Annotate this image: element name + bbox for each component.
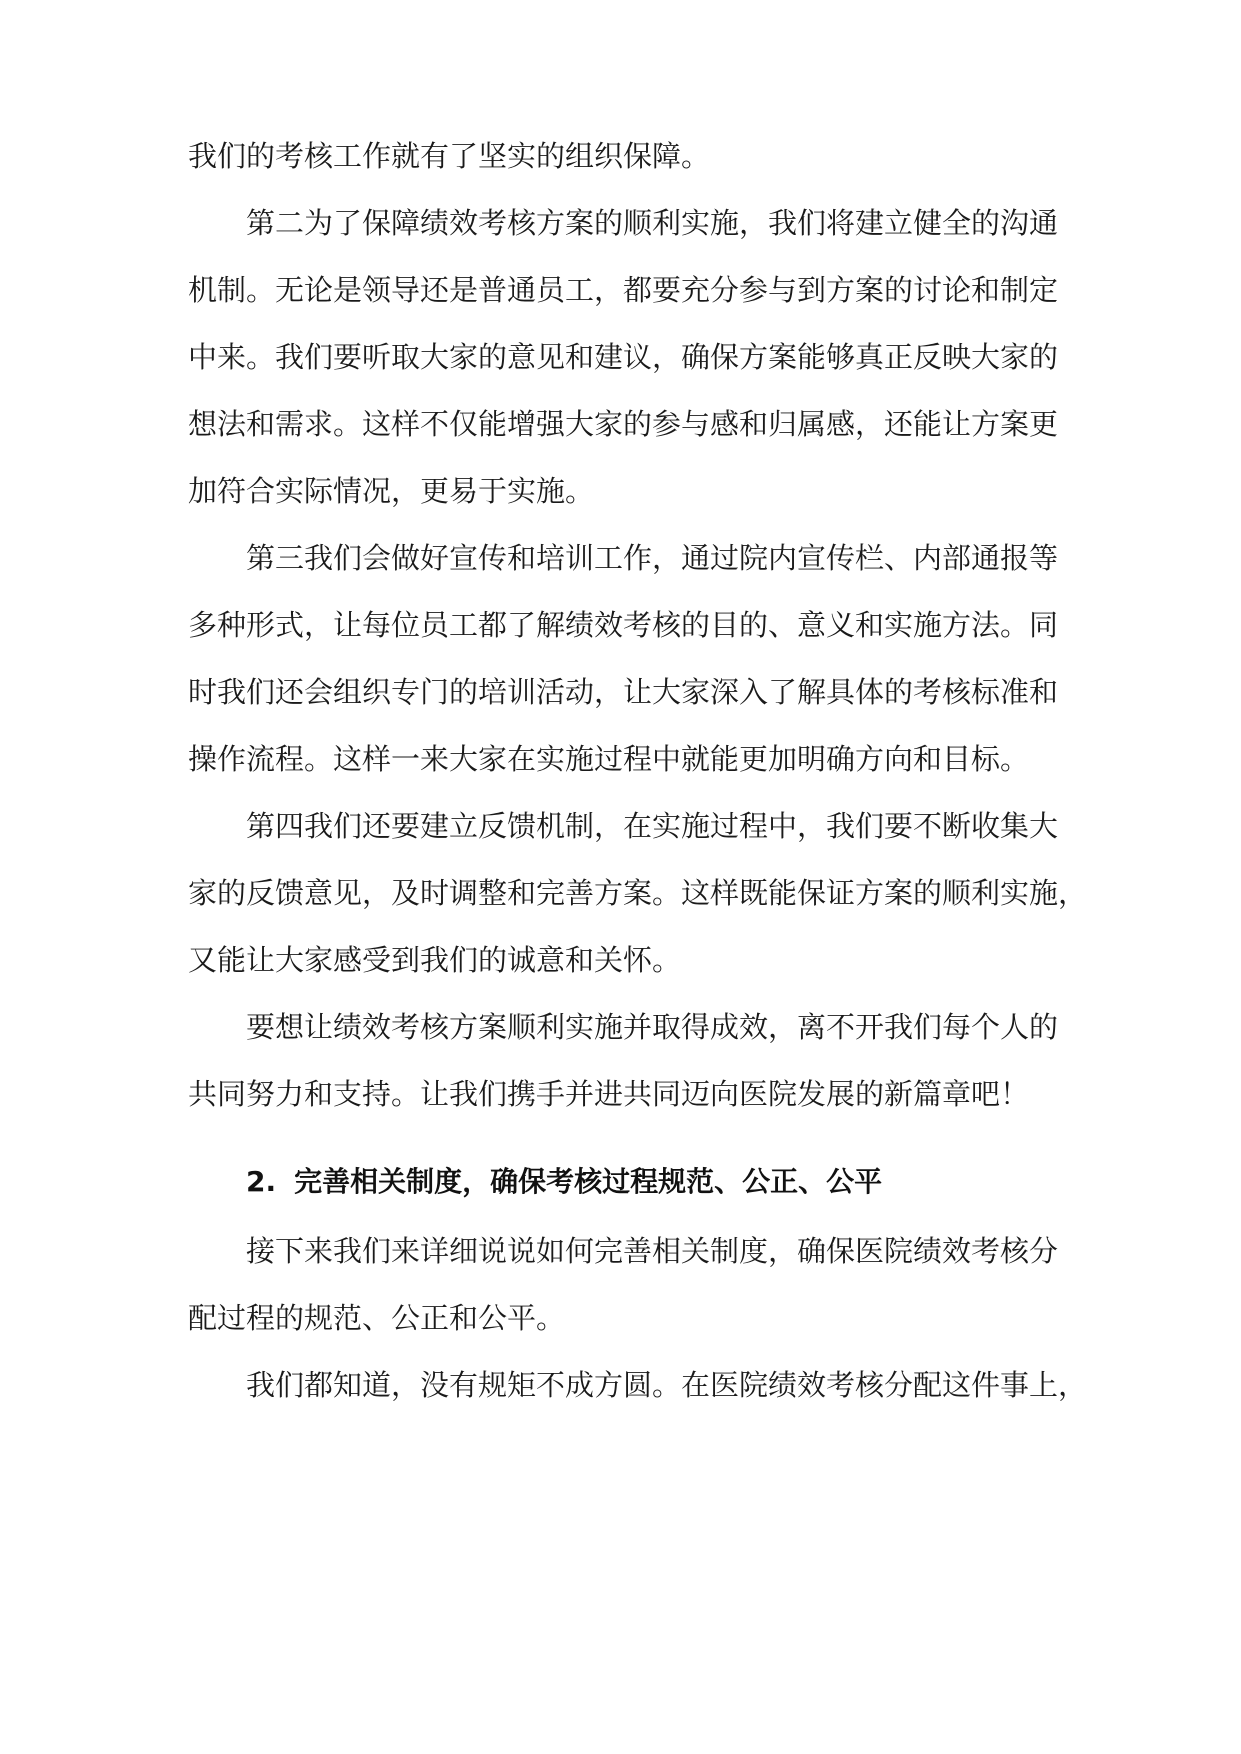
paragraph-line: 时我们还会组织专门的培训活动，让大家深入了解具体的考核标准和 <box>188 675 1059 709</box>
paragraph-line: 我们的考核工作就有了坚实的组织保障。 <box>188 139 711 173</box>
paragraph-line: 要想让绩效考核方案顺利实施并取得成效，离不开我们每个人的 <box>246 1010 1059 1044</box>
section-heading <box>246 1162 882 1202</box>
paragraph-line: 中来。我们要听取大家的意见和建议，确保方案能够真正反映大家的 <box>188 340 1059 374</box>
paragraph-line: 共同努力和支持。让我们携手并进共同迈向医院发展的新篇章吧！ <box>188 1077 1030 1111</box>
paragraph-line: 家的反馈意见，及时调整和完善方案。这样既能保证方案的顺利实施， <box>188 876 1088 910</box>
paragraph-line: 又能让大家感受到我们的诚意和关怀。 <box>188 943 682 977</box>
section-number: 2. <box>246 1165 277 1198</box>
paragraph-line: 第四我们还要建立反馈机制，在实施过程中，我们要不断收集大 <box>246 809 1059 843</box>
paragraph-line: 我们都知道，没有规矩不成方圆。在医院绩效考核分配这件事上， <box>246 1368 1088 1402</box>
paragraph-line: 加符合实际情况，更易于实施。 <box>188 474 595 508</box>
paragraph-line: 多种形式，让每位员工都了解绩效考核的目的、意义和实施方法。同 <box>188 608 1059 642</box>
paragraph-line: 配过程的规范、公正和公平。 <box>188 1301 566 1335</box>
paragraph-line: 第二为了保障绩效考核方案的顺利实施，我们将建立健全的沟通 <box>246 206 1059 240</box>
paragraph-line: 接下来我们来详细说说如何完善相关制度，确保医院绩效考核分 <box>246 1234 1059 1268</box>
paragraph-line: 第三我们会做好宣传和培训工作，通过院内宣传栏、内部通报等 <box>246 541 1059 575</box>
paragraph-line: 操作流程。这样一来大家在实施过程中就能更加明确方向和目标。 <box>188 742 1030 776</box>
section-title: 完善相关制度，确保考核过程规范、公正、公平 <box>294 1165 883 1198</box>
paragraph-line: 机制。无论是领导还是普通员工，都要充分参与到方案的讨论和制定 <box>188 273 1059 307</box>
paragraph-line: 想法和需求。这样不仅能增强大家的参与感和归属感，还能让方案更 <box>188 407 1059 441</box>
